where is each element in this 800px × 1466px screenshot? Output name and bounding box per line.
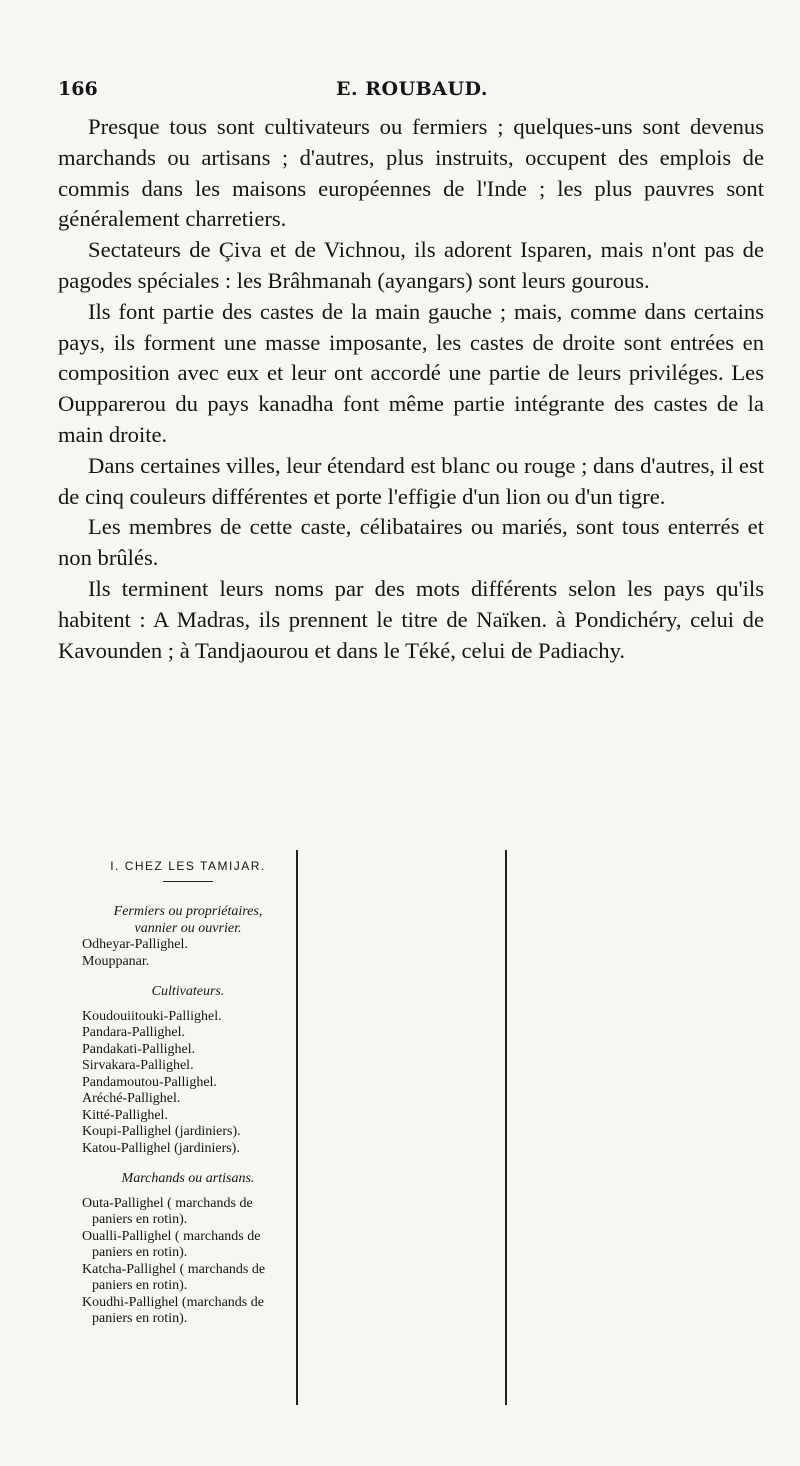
body-text xyxy=(58,112,764,666)
column-title: I. CHEZ LES TAMIJAR. xyxy=(110,859,266,873)
column-divider xyxy=(296,850,298,1405)
list-item: Pandamoutou-Pallighel. xyxy=(82,1074,217,1090)
section-heading: vannier ou ouvrier. xyxy=(134,920,242,936)
paragraph: Presque tous sont cultivateurs ou fermiers ; quelques-uns sont devenus marchands ou artisans ; d'autres, plus instruits, occupent des emplois de commis dans les maisons européennes de l'Inde ; les plus pauvres sont généralement charretiers. xyxy=(58,114,764,232)
page-header xyxy=(58,78,766,108)
running-head: E. ROUBAUD. xyxy=(336,78,488,100)
section-heading: Fermiers ou propriétaires, xyxy=(113,904,263,919)
list-item: Pandara-Pallighel. xyxy=(82,1025,186,1040)
title-rule xyxy=(163,881,213,883)
column-divider xyxy=(505,850,507,1405)
list-item: Koupi-Pallighel (jardiniers). xyxy=(82,1124,241,1139)
list-item: Koudouiitouki-Pallighel. xyxy=(82,1008,222,1024)
paragraph: Dans certaines villes, leur étendard est blanc ou rouge ; dans d'autres, il est de cinq couleurs différentes et porte l'effigie d'un lion ou d'un tigre. xyxy=(58,452,765,509)
paragraph: Ils font partie des castes de la main gauche ; mais, comme dans certains pays, ils forment une masse imposante, les castes de droite sont entrées en composition avec eux et leur ont accordé une partie de leurs priviléges. Les Oupparerou du pays kanadha font même partie intégrante des castes de la main droite. xyxy=(58,298,764,447)
paragraph: Sectateurs de Çiva et de Vichnou, ils adorent Isparen, mais n'ont pas de pagodes spéciales : les Brâhmanah (ayangars) sont leurs gourous. xyxy=(58,237,764,293)
list-item: Aréché-Pallighel. xyxy=(82,1091,181,1106)
list-item: Oualli-Pallighel ( marchands de paniers en rotin). xyxy=(82,1228,261,1260)
list-item: Kitté-Pallighel. xyxy=(82,1107,168,1123)
section-heading: Marchands ou artisans. xyxy=(121,1171,255,1186)
list-item: Katcha-Pallighel ( marchands de paniers en rotin). xyxy=(82,1261,266,1293)
list-item: Outa-Pallighel ( marchands de paniers en rotin). xyxy=(82,1195,253,1227)
section-heading: Cultivateurs. xyxy=(151,984,225,999)
list-item: Sirvakara-Pallighel. xyxy=(82,1058,194,1073)
page-number: 166 xyxy=(58,78,98,100)
list-item: Koudhi-Pallighel (marchands de paniers en rotin). xyxy=(82,1294,264,1326)
list-item: Pandakati-Pallighel. xyxy=(82,1041,196,1057)
paragraph: Ils terminent leurs noms par des mots différents selon les pays qu'ils habitent : A Madras, ils prennent le titre de Naïken. à Pondichéry, celui de Kavounden ; à Tandjaourou et dans le Téké, celui de Padiachy. xyxy=(58,575,764,663)
list-item: Mouppanar. xyxy=(82,953,150,969)
list-item: Odheyar-Pallighel. xyxy=(82,937,188,952)
paragraph: Les membres de cette caste, célibataires ou mariés, sont tous enterrés et non brûlés. xyxy=(58,514,764,571)
caste-table xyxy=(82,840,782,1400)
list-item: Katou-Pallighel (jardiniers). xyxy=(82,1140,240,1156)
table-column-tamijar xyxy=(82,840,294,1328)
